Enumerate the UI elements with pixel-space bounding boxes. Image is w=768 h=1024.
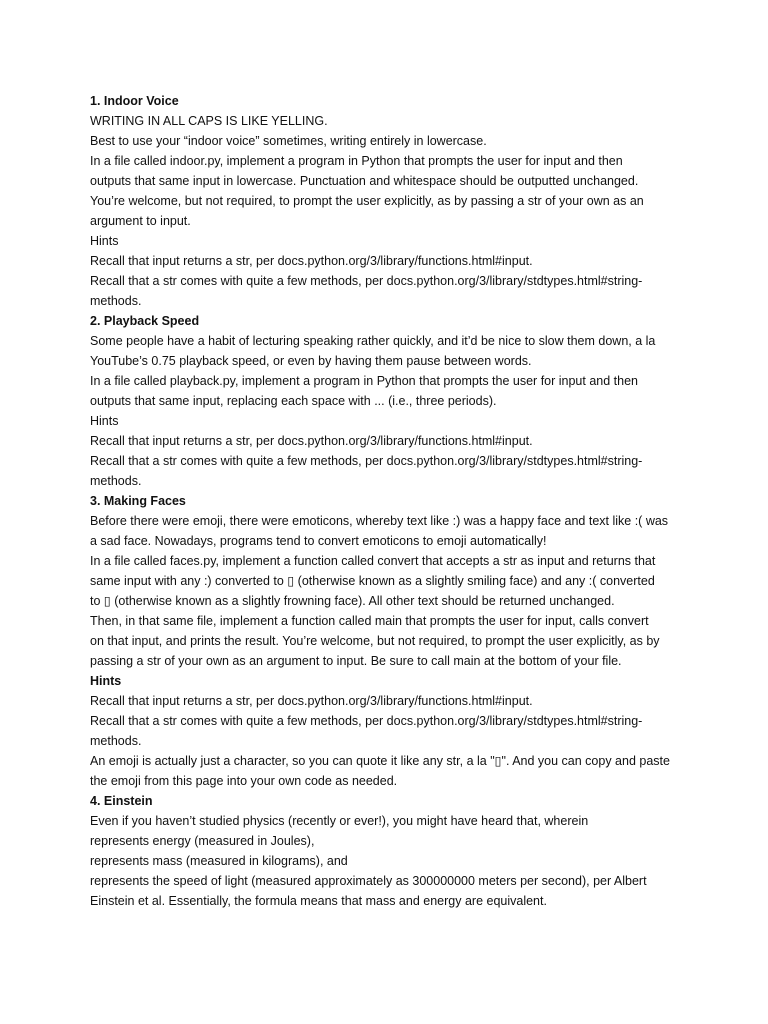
section-heading: 1. Indoor Voice [90,94,179,108]
text-line: a sad face. Nowadays, programs tend to convert emoticons to emoji automatically! [90,534,547,548]
text-line: methods. [90,294,142,308]
text-line: methods. [90,474,142,488]
text-line: Some people have a habit of lecturing speaking rather quickly, and it’d be nice to slow them down, a la [90,334,656,348]
text-line: Then, in that same file, implement a function called main that prompts the user for input, calls convert [90,614,649,628]
text-line: represents mass (measured in kilograms), and [90,854,348,868]
section-heading: 3. Making Faces [90,494,186,508]
text-line: Even if you haven’t studied physics (recently or ever!), you might have heard that, wherein [90,814,589,828]
text-line: An emoji is actually just a character, so you can quote it like any str, a la "▯". And you can copy and paste [90,754,670,768]
text-line: same input with any :) converted to ▯ (otherwise known as a slightly smiling face) and any :( converted [90,574,655,588]
text-line: In a file called indoor.py, implement a program in Python that prompts the user for input and then [90,154,623,168]
text-line: Recall that input returns a str, per docs.python.org/3/library/functions.html#input. [90,434,533,448]
text-line: argument to input. [90,214,191,228]
text-line: WRITING IN ALL CAPS IS LIKE YELLING. [90,114,328,128]
section-heading: Hints [90,674,122,688]
text-line: Recall that a str comes with quite a few methods, per docs.python.org/3/library/stdtypes.html#string- [90,454,643,468]
text-line: Best to use your “indoor voice” sometimes, writing entirely in lowercase. [90,134,487,148]
text-line: Recall that input returns a str, per docs.python.org/3/library/functions.html#input. [90,254,533,268]
section-heading: 4. Einstein [90,794,153,808]
text-line: YouTube’s 0.75 playback speed, or even by having them pause between words. [90,354,532,368]
text-line: passing a str of your own as an argument to input. Be sure to call main at the bottom of your file. [90,654,622,668]
text-line: Hints [90,234,119,248]
text-line: outputs that same input, replacing each space with ... (i.e., three periods). [90,394,497,408]
text-line: You’re welcome, but not required, to prompt the user explicitly, as by passing a str of your own as an [90,194,644,208]
text-line: Before there were emoji, there were emoticons, whereby text like :) was a happy face and text like :( was [90,514,669,528]
text-line: Recall that a str comes with quite a few methods, per docs.python.org/3/library/stdtypes.html#string- [90,714,643,728]
text-line: Recall that a str comes with quite a few methods, per docs.python.org/3/library/stdtypes.html#string- [90,274,643,288]
text-line: the emoji from this page into your own code as needed. [90,774,398,788]
text-line: represents the speed of light (measured approximately as 300000000 meters per second), per Albert [90,874,647,888]
text-line: outputs that same input in lowercase. Punctuation and whitespace should be outputted unchanged. [90,174,639,188]
text-line: In a file called faces.py, implement a function called convert that accepts a str as input and returns that [90,554,656,568]
text-line: Hints [90,414,119,428]
text-line: on that input, and prints the result. You’re welcome, but not required, to prompt the user explicitly, as by [90,634,660,648]
text-line: Einstein et al. Essentially, the formula means that mass and energy are equivalent. [90,894,547,908]
text-line: represents energy (measured in Joules), [90,834,315,848]
text-line: to ▯ (otherwise known as a slightly frowning face). All other text should be returned unchanged. [90,594,615,608]
text-line: Recall that input returns a str, per docs.python.org/3/library/functions.html#input. [90,694,533,708]
document-page [90,91,690,911]
text-line: In a file called playback.py, implement a program in Python that prompts the user for input and then [90,374,638,388]
text-line: methods. [90,734,142,748]
section-heading: 2. Playback Speed [90,314,200,328]
